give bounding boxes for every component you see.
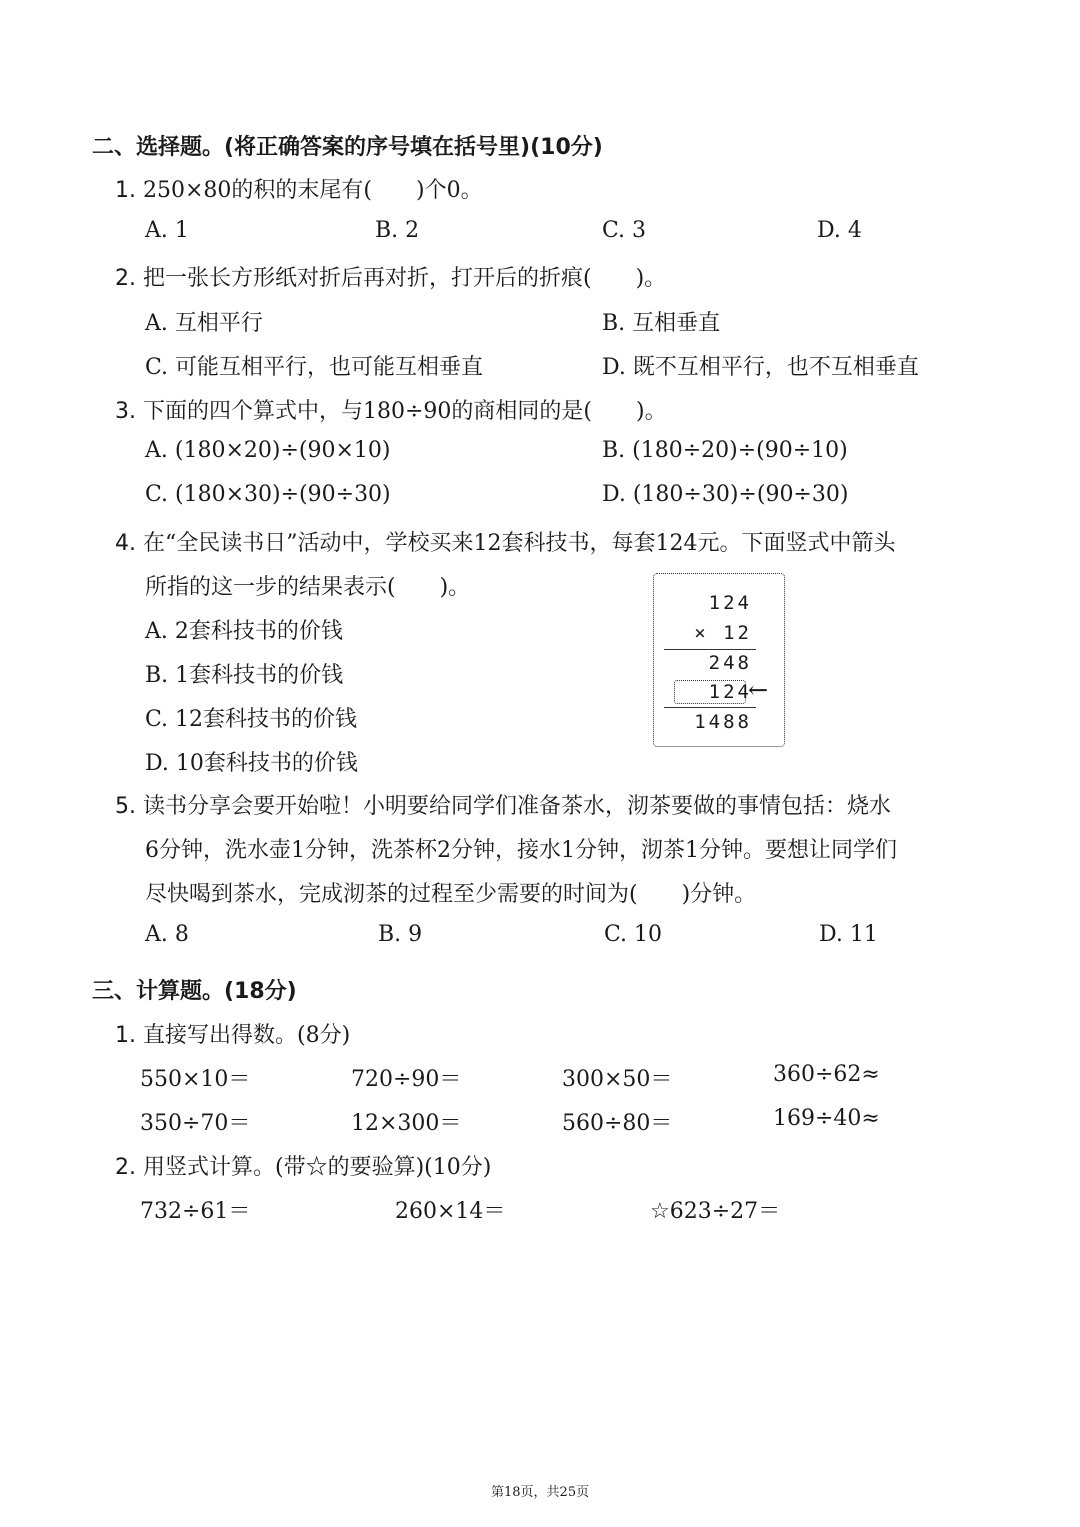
calc-item: ☆623÷27＝ [650, 1199, 781, 1224]
option-d: D. 既不互相平行，也不互相垂直 [602, 355, 919, 380]
calc-item: 732÷61＝ [140, 1199, 251, 1224]
question-5 [115, 789, 891, 820]
arrow-icon: ← [748, 676, 769, 704]
page-number: 第18页，共25页 [491, 1485, 590, 1500]
option-b: B. (180÷20)÷(90÷10) [602, 438, 848, 463]
option-c: C. (180×30)÷(90÷30) [145, 482, 391, 507]
question-text-line-3: 尽快喝到茶水，完成沏茶的过程至少需要的时间为( )分钟。 [145, 882, 757, 907]
calc-item: 720÷90＝ [351, 1067, 462, 1092]
calc-item: 12×300＝ [351, 1111, 462, 1136]
option-a: A. 互相平行 [145, 311, 263, 336]
option-d: D. 10套科技书的价钱 [145, 751, 358, 776]
partial-product-1: 248 [708, 652, 752, 674]
section-2-title: 二、选择题。(将正确答案的序号填在括号里)(10分) [92, 135, 603, 160]
calc-item: 260×14＝ [395, 1199, 506, 1224]
question-number: 5. [115, 794, 136, 819]
calc-item: 550×10＝ [140, 1067, 251, 1092]
problem-text: 用竖式计算。(带☆的要验算)(10分) [143, 1155, 492, 1180]
option-b: B. 互相垂直 [602, 311, 721, 336]
multiplicand: 124 [708, 592, 752, 614]
partial-product-2: 124 [708, 681, 752, 703]
question-number: 2. [115, 266, 136, 291]
vertical-multiplication [653, 573, 785, 747]
section-3-title: 三、计算题。(18分) [92, 979, 297, 1004]
problem-number: 2. [115, 1155, 136, 1180]
option-a: A. 2套科技书的价钱 [145, 619, 343, 644]
option-b: B. 1套科技书的价钱 [145, 663, 344, 688]
calc-item: 360÷62≈ [773, 1062, 880, 1087]
question-number: 1. [115, 178, 136, 203]
question-text-line-1: 读书分享会要开始啦！小明要给同学们准备茶水，沏茶要做的事情包括：烧水 [143, 794, 892, 819]
option-c: C. 12套科技书的价钱 [145, 707, 358, 732]
option-c: C. 3 [602, 218, 647, 243]
problem-number: 1. [115, 1023, 136, 1048]
divider-line [664, 707, 756, 708]
product: 1488 [694, 711, 752, 733]
question-text-line-1: 在“全民读书日”活动中，学校买来12套科技书，每套124元。下面竖式中箭头 [143, 531, 896, 556]
question-4 [115, 526, 895, 557]
option-d: D. 4 [817, 218, 862, 243]
calc-item: 560÷80＝ [562, 1111, 673, 1136]
problem-2 [115, 1150, 491, 1181]
question-text: 把一张长方形纸对折后再对折，打开后的折痕( )。 [143, 266, 667, 291]
multiplier: × 12 [694, 622, 752, 644]
divider-line [664, 649, 756, 650]
option-b: B. 9 [378, 922, 423, 947]
question-text-line-2: 所指的这一步的结果表示( )。 [145, 575, 471, 600]
question-number: 3. [115, 399, 136, 424]
question-3 [115, 394, 667, 425]
option-c: C. 10 [604, 922, 663, 947]
option-d: D. (180÷30)÷(90÷30) [602, 482, 849, 507]
option-d: D. 11 [819, 922, 878, 947]
question-text: 250×80的积的末尾有( )个0。 [143, 178, 483, 203]
problem-1 [115, 1018, 350, 1049]
question-text: 下面的四个算式中，与180÷90的商相同的是( )。 [143, 399, 667, 424]
question-2 [115, 261, 666, 292]
option-a: A. (180×20)÷(90×10) [145, 438, 391, 463]
option-b: B. 2 [375, 218, 420, 243]
option-a: A. 1 [145, 218, 189, 243]
calc-item: 350÷70＝ [140, 1111, 251, 1136]
question-1 [115, 173, 483, 204]
calc-item: 300×50＝ [562, 1067, 673, 1092]
problem-text: 直接写出得数。(8分) [143, 1023, 351, 1048]
option-c: C. 可能互相平行，也可能互相垂直 [145, 355, 484, 380]
calc-item: 169÷40≈ [773, 1106, 880, 1131]
question-text-line-2: 6分钟，洗水壶1分钟，洗茶杯2分钟，接水1分钟，沏茶1分钟。要想让同学们 [145, 838, 897, 863]
option-a: A. 8 [145, 922, 189, 947]
question-number: 4. [115, 531, 136, 556]
